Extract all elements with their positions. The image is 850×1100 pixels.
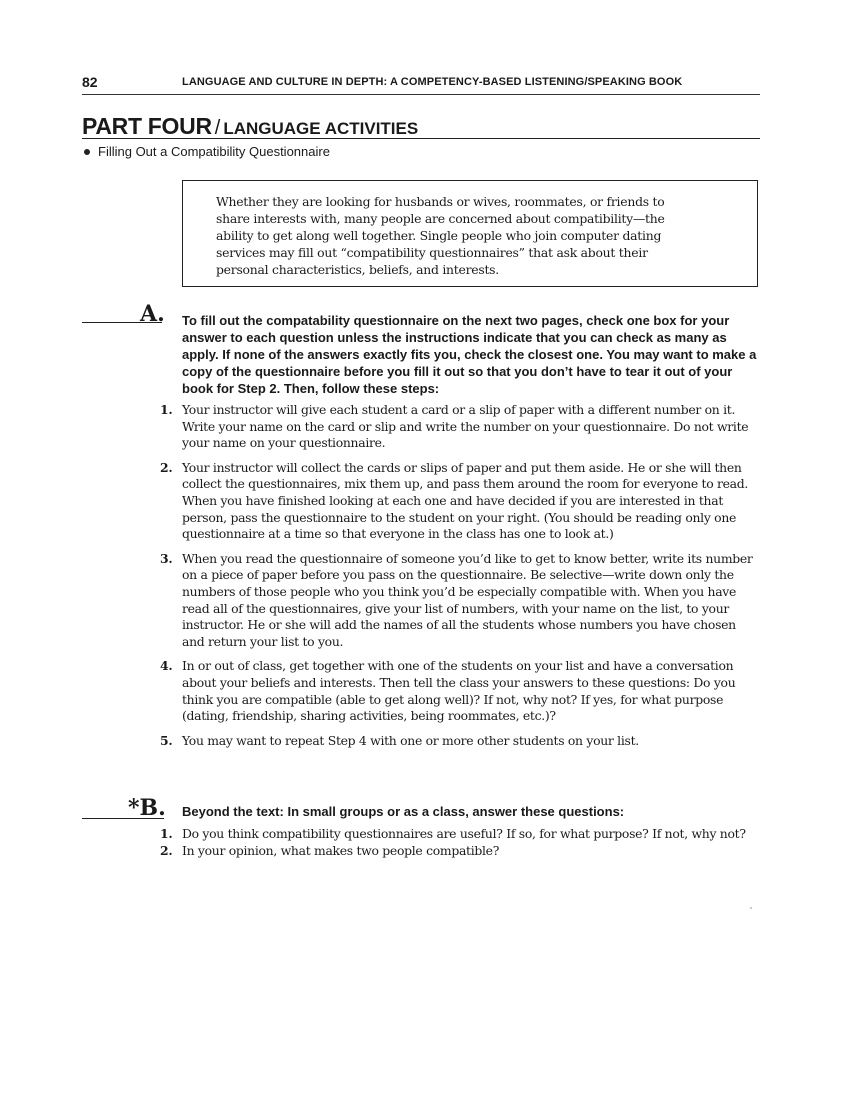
bullet-icon (84, 149, 90, 155)
step-text: Your instructor will collect the cards or slips of paper and put them aside. He or she will then collect the questionnaires, mix them up, and pass them around the room for everyone to read. When you have finished looking at each one and have decided if you are interested in that person, pass the questionnaire to the student on your right. (You should be reading only one questionnaire at a time so that everyone in the class has one to look at.) (182, 459, 749, 542)
step-item (160, 551, 760, 651)
part-title-sub: LANGUAGE ACTIVITIES (223, 119, 419, 138)
section-heading (84, 144, 330, 159)
step-item (160, 843, 760, 860)
step-text: When you read the questionnaire of someone you’d like to get to know better, write its number on a piece of paper before you pass on the questionnaire. Be selective—write down only the numbers of those people who you think you’d be especially compatible with. When you have read all of the questionnaires, give your list of numbers, with your name on the list, to your instructor. He or she will add the names of all the students whose numbers you have chosen and return your list to you. (182, 550, 753, 649)
step-text: Your instructor will give each student a card or a slip of paper with a different number on it. Write your name on the card or slip and write the number on your questionnaire. Do not write your name on your questionnaire. (182, 402, 749, 451)
scan-speck (750, 907, 752, 909)
intro-box (182, 180, 758, 287)
part-title-main: PART FOUR (82, 113, 212, 139)
step-item (160, 658, 760, 724)
part-title (82, 113, 760, 139)
step-item (160, 733, 760, 750)
step-item (160, 402, 760, 452)
step-number: 3. (160, 550, 173, 566)
step-number: 2. (160, 842, 173, 858)
activity-a-steps (160, 402, 760, 757)
book-title: LANGUAGE AND CULTURE IN DEPTH: A COMPETENCY-BASED LISTENING/SPEAKING BOOK (182, 76, 683, 88)
activity-b-letter: *B. (128, 795, 166, 821)
intro-text: Whether they are looking for husbands or wives, roommates, or friends to share interests with, many people are concerned about compatibility—the ability to get along well together. Single people who join computer dating services may fill out “compatibility questionnaires” that ask about their personal characteristics, beliefs, and interests. (216, 194, 665, 277)
step-number: 4. (160, 658, 173, 674)
activity-b-instruction: Beyond the text: In small groups or as a class, answer these questions: (182, 804, 625, 819)
step-text: You may want to repeat Step 4 with one or more other students on your list. (182, 732, 639, 748)
step-item (160, 826, 760, 843)
section-title: Filling Out a Compatibility Questionnaire (98, 144, 330, 159)
page-number: 82 (82, 74, 98, 90)
running-header (82, 74, 760, 95)
activity-a-instruction: To fill out the compatability questionnaire on the next two pages, check one box for your answer to each question unless the instructions indicate that you can check as many as apply. If none of the answers exactly fits you, check the closest one. You may want to make a copy of the questionnaire before you fill it out so that you don’t have to tear it out of your book for Step 2. Then, follow these steps: (182, 313, 757, 396)
step-text: In your opinion, what makes two people compatible? (182, 842, 500, 858)
activity-b-steps (160, 826, 760, 859)
step-text: Do you think compatibility questionnaires are useful? If so, for what purpose? If not, why not? (182, 826, 746, 841)
part-title-separator: / (214, 117, 221, 139)
step-item (160, 460, 760, 543)
activity-a-letter: A. (140, 301, 165, 327)
step-number: 5. (160, 732, 173, 748)
step-number: 1. (160, 826, 173, 841)
step-text: In or out of class, get together with one of the students on your list and have a conversation about your beliefs and interests. Then tell the class your answers to these questions: Do you think you are compatible (able to get along well)? If not, why not? If yes, for what purpose (dating, friendship, sharing activities, being roommates, etc.)? (182, 658, 736, 724)
step-number: 1. (160, 402, 173, 417)
step-number: 2. (160, 459, 173, 475)
